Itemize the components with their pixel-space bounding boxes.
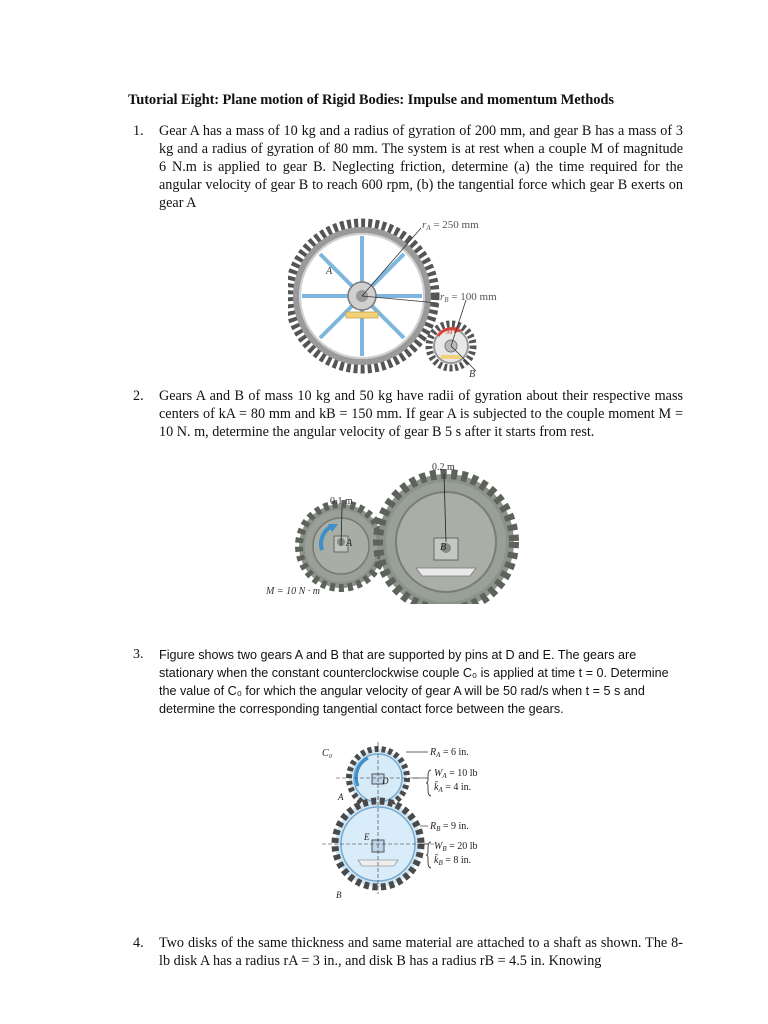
label-rb: rB = 100 mm [440, 291, 497, 304]
label-wa: $W_A = 10$ lb [434, 768, 478, 780]
label-couple: C₀ [322, 748, 333, 759]
gear-diagram [256, 454, 566, 604]
label-gear-b: B [440, 542, 447, 553]
question-number: 1. [133, 123, 144, 139]
label-ra: rA = 250 mm [422, 219, 479, 232]
figure-gears-ab-q3 [316, 738, 516, 906]
label-moment: M = 10 N · m [266, 586, 320, 597]
label-gear-a: A [326, 266, 333, 277]
question-text: Gears A and B of mass 10 kg and 50 kg have radii of gyration about their respective mass centers of kA = 80 mm and kB = 150 mm. If gear A is subjected to the couple moment M = 10 N. m, determine the angular velocity of gear B 5 s after it starts from rest. [159, 388, 683, 440]
figure-gears-ab-q1 [288, 214, 528, 382]
question-number: 4. [133, 935, 144, 951]
question-4 [133, 934, 683, 970]
label-gear-b: B [336, 890, 342, 900]
label-dim-b: 0.2 m [432, 462, 455, 473]
gear-diagram [288, 214, 528, 382]
question-number: 2. [133, 388, 144, 404]
label-gear-a: A [338, 792, 344, 802]
gear-a-support [346, 312, 378, 318]
label-pin-e: E [364, 832, 370, 842]
label-ra: $R_A = 6$ in. [430, 747, 469, 759]
question-text: Figure shows two gears A and B that are supported by pins at D and E. The gears are stationary when the constant counterclockwise couple C₀ is applied at time t = 0. Determine the value of C₀ for which the angular velocity of gear A will be 50 rad/s when t = 5 s and determine the corresponding tangential contact force between the gears. [159, 648, 669, 716]
label-wb: $W_B = 20$ lb [434, 841, 478, 853]
figure-gears-ab-q2 [256, 454, 566, 604]
question-2 [133, 387, 683, 441]
label-kb: $k̄_B = 8$ in. [434, 855, 472, 867]
label-ka: $k̄_A = 4$ in. [434, 782, 472, 794]
question-text: Two disks of the same thickness and same material are attached to a shaft as shown. The 8-lb disk A has a radius rA = 3 in., and disk B has a radius rB = 4.5 in. Knowing [159, 935, 683, 969]
label-rb: $R_B = 9$ in. [430, 821, 469, 833]
question-number: 3. [133, 647, 144, 662]
label-moment: M [446, 327, 453, 336]
question-3 [133, 646, 683, 718]
label-gear-a: A [346, 538, 353, 549]
question-text: Gear A has a mass of 10 kg and a radius of gyration of 200 mm, and gear B has a mass of 3 kg and a radius of gyration of 80 mm. The system is at rest when a couple M of magnitude 6 N.m is applied to gear B. Neglecting friction, determine (a) the time required for the angular velocity of gear B to reach 600 rpm, (b) the tangential force which gear B exerts on gear A [159, 123, 683, 211]
label-gear-b: B [469, 369, 476, 380]
question-1 [133, 122, 683, 212]
page-title: Tutorial Eight: Plane motion of Rigid Bodies: Impulse and momentum Methods [128, 92, 614, 108]
label-pin-d: D [382, 776, 389, 786]
label-dim-a: 0.1 m [330, 496, 353, 507]
gear-diagram [316, 738, 516, 906]
